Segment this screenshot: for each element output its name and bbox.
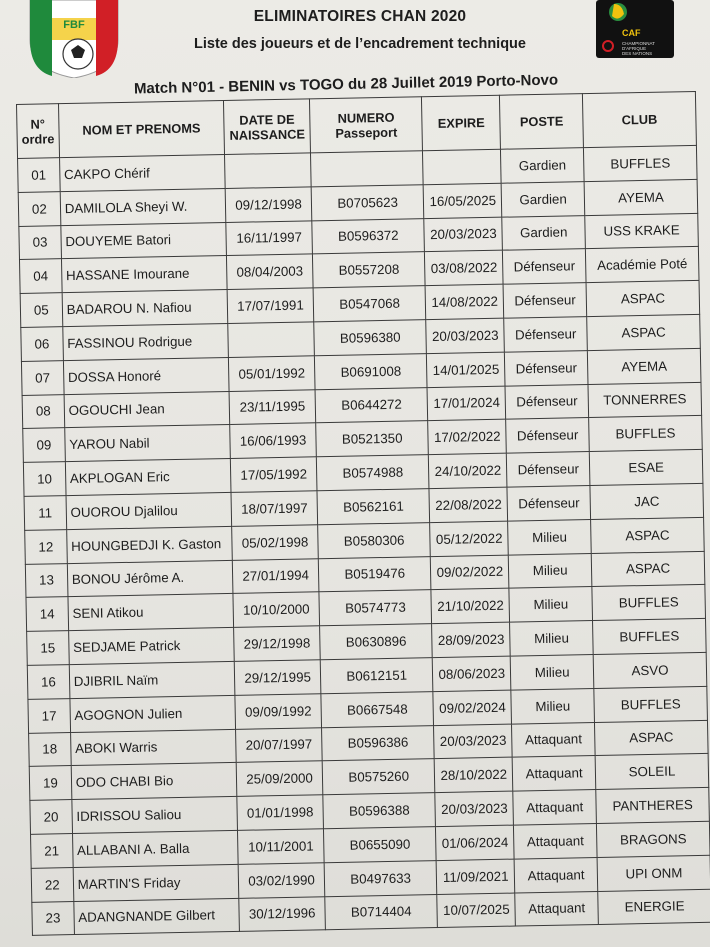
cell-birthdate: 03/02/1990 [238, 862, 324, 897]
col-header-name: NOM ET PRENOMS [58, 101, 224, 158]
cell-expire: 22/08/2022 [429, 487, 507, 522]
cell-position: Milieu [508, 553, 592, 588]
cell-expire: 16/05/2025 [424, 183, 502, 218]
cell-name: IDRISSOU Saliou [72, 797, 238, 834]
cell-order: 08 [22, 394, 64, 429]
cell-expire: 08/06/2023 [433, 656, 511, 691]
svg-text:CHAMPIONNAT: CHAMPIONNAT [622, 41, 655, 46]
cell-expire: 05/12/2022 [430, 521, 508, 556]
cell-name: ALLABANI A. Balla [72, 830, 238, 867]
cell-name: OGOUCHI Jean [64, 391, 230, 428]
cell-birthdate: 18/07/1997 [231, 491, 317, 526]
caf-logo [596, 0, 674, 58]
cell-birthdate: 16/06/1993 [230, 423, 316, 458]
cell-expire: 09/02/2022 [431, 555, 509, 590]
match-heading: Match N°01 - BENIN vs TOGO du 28 Juillet 2019 Porto-Novo [133, 71, 559, 98]
cell-passport: B0557208 [312, 252, 425, 288]
cell-club: SOLEIL [595, 754, 709, 790]
cell-order: 04 [19, 259, 61, 294]
cell-order: 14 [26, 597, 68, 632]
cell-passport: B0521350 [316, 421, 429, 457]
cell-passport: B0596388 [323, 793, 436, 829]
col-header-position: POSTE [500, 94, 584, 150]
cell-passport: B0596372 [312, 218, 425, 254]
cell-position: Défenseur [506, 418, 590, 453]
cell-expire: 14/08/2022 [425, 284, 503, 319]
cell-expire: 11/09/2021 [437, 859, 515, 894]
cell-position: Défenseur [504, 317, 588, 352]
cell-passport: B0580306 [318, 522, 431, 558]
svg-text:DES NATIONS: DES NATIONS [622, 51, 653, 56]
cell-position: Gardien [502, 215, 586, 250]
cell-club: JAC [590, 483, 704, 519]
cell-passport: B0596380 [314, 320, 427, 356]
cell-position: Milieu [510, 621, 594, 656]
cell-name: SENI Atikou [68, 594, 234, 631]
cell-position: Défenseur [507, 486, 591, 521]
cell-position: Attaquant [514, 857, 598, 892]
cell-order: 18 [29, 732, 71, 767]
cell-birthdate: 17/05/1992 [231, 457, 317, 492]
cell-passport: B0547068 [313, 286, 426, 322]
cell-order: 11 [24, 496, 66, 531]
cell-name: CAKPO Chérif [59, 155, 225, 192]
cell-birthdate: 25/09/2000 [236, 761, 322, 796]
fbf-benin-logo [22, 0, 126, 78]
cell-position: Défenseur [503, 283, 587, 318]
cell-club: ASPAC [591, 517, 705, 553]
cell-order: 05 [20, 293, 62, 328]
cell-expire [423, 149, 501, 184]
cell-name: SEDJAME Patrick [68, 628, 234, 665]
cell-expire: 17/01/2024 [427, 386, 505, 421]
cell-passport: B0574773 [319, 590, 432, 626]
cell-name: AKPLOGAN Eric [65, 459, 231, 496]
cell-expire: 01/06/2024 [436, 825, 514, 860]
cell-position: Attaquant [513, 790, 597, 825]
cell-position: Gardien [501, 148, 585, 183]
cell-name: HASSANE Imourane [61, 256, 227, 293]
cell-passport: B0575260 [322, 759, 435, 795]
cell-birthdate: 10/10/2000 [233, 592, 319, 627]
cell-expire: 28/09/2023 [432, 622, 510, 657]
cell-birthdate: 05/01/1992 [229, 356, 315, 391]
cell-position: Attaquant [514, 823, 598, 858]
col-header-order: N° ordre [17, 104, 60, 159]
cell-expire: 21/10/2022 [431, 588, 509, 623]
cell-position: Défenseur [505, 350, 589, 385]
col-header-birthdate: DATE DE NAISSANCE [224, 99, 311, 155]
col-header-expire: EXPIRE [422, 95, 501, 150]
cell-club: BRAGONS [597, 821, 710, 857]
cell-birthdate: 29/12/1995 [234, 660, 320, 695]
cell-passport [311, 151, 424, 187]
cell-club: BUFFLES [584, 145, 698, 181]
cell-order: 01 [18, 158, 60, 193]
cell-expire: 03/08/2022 [425, 251, 503, 286]
cell-position: Milieu [508, 519, 592, 554]
cell-birthdate [225, 153, 311, 188]
cell-position: Gardien [501, 181, 585, 216]
cell-club: TONNERRES [588, 382, 702, 418]
cell-position: Attaquant [512, 722, 596, 757]
cell-expire: 20/03/2023 [424, 217, 502, 252]
cell-order: 16 [27, 665, 69, 700]
cell-position: Milieu [511, 688, 595, 723]
cell-order: 09 [23, 428, 65, 463]
cell-club: BUFFLES [592, 585, 706, 621]
cell-name: MARTIN'S Friday [73, 864, 239, 901]
cell-expire: 28/10/2022 [435, 757, 513, 792]
cell-order: 03 [19, 225, 61, 260]
cell-club: Académie Poté [586, 247, 700, 283]
cell-birthdate: 16/11/1997 [226, 220, 312, 255]
cell-order: 21 [31, 833, 73, 868]
cell-club: ASPAC [587, 314, 701, 350]
cell-name: HOUNGBEDJI K. Gaston [66, 526, 232, 563]
cell-order: 19 [29, 766, 71, 801]
svg-text:D'AFRIQUE: D'AFRIQUE [622, 46, 647, 51]
cell-name: ADANGNANDE Gilbert [74, 898, 240, 935]
document-title: ELIMINATOIRES CHAN 2020 [253, 8, 467, 25]
cell-birthdate: 20/07/1997 [236, 727, 322, 762]
cell-birthdate: 01/01/1998 [237, 795, 323, 830]
cell-club: AYEMA [587, 348, 701, 384]
cell-club: ASVO [593, 652, 707, 688]
cell-passport: B0644272 [315, 387, 428, 423]
cell-club: USS KRAKE [585, 213, 699, 249]
cell-expire: 09/02/2024 [433, 690, 511, 725]
col-header-club: CLUB [583, 91, 697, 147]
cell-position: Attaquant [512, 756, 596, 791]
cell-name: DOUYEME Batori [61, 222, 227, 259]
cell-expire: 24/10/2022 [429, 453, 507, 488]
cell-order: 02 [18, 191, 60, 226]
cell-name: BONOU Jérôme A. [67, 560, 233, 597]
cell-birthdate: 27/01/1994 [232, 558, 318, 593]
cell-birthdate: 09/12/1998 [225, 187, 311, 222]
cell-birthdate: 17/07/1991 [227, 288, 313, 323]
document-titles [120, 6, 600, 52]
cell-order: 17 [28, 698, 70, 733]
cell-name: OUOROU Djalilou [66, 492, 232, 529]
player-roster-table [16, 91, 710, 936]
cell-club: ASPAC [586, 281, 700, 317]
col-header-passport: NUMERO Passeport [309, 97, 422, 153]
cell-birthdate [228, 322, 314, 357]
table-body [18, 145, 710, 935]
cell-name: YAROU Nabil [64, 425, 230, 462]
cell-passport: B0612151 [320, 658, 433, 694]
cell-order: 23 [32, 901, 74, 936]
cell-passport: B0596386 [322, 725, 435, 761]
cell-name: BADAROU N. Nafiou [62, 290, 228, 327]
cell-position: Milieu [510, 654, 594, 689]
cell-passport: B0705623 [311, 184, 424, 220]
cell-club: PANTHERES [596, 787, 710, 823]
cell-expire: 17/02/2022 [428, 420, 506, 455]
cell-order: 20 [30, 800, 72, 835]
cell-order: 06 [21, 327, 63, 362]
cell-name: DAMILOLA Sheyi W. [60, 188, 226, 225]
cell-birthdate: 08/04/2003 [227, 254, 313, 289]
cell-position: Défenseur [505, 384, 589, 419]
cell-birthdate: 09/09/1992 [235, 694, 321, 729]
cell-passport: B0691008 [314, 353, 427, 389]
cell-birthdate: 10/11/2001 [238, 829, 324, 864]
cell-expire: 20/03/2023 [434, 724, 512, 759]
cell-expire: 20/03/2023 [435, 791, 513, 826]
cell-club: ASPAC [595, 720, 709, 756]
cell-passport: B0630896 [320, 624, 433, 660]
cell-passport: B0667548 [321, 691, 434, 727]
svg-text:FBF: FBF [63, 19, 85, 31]
cell-birthdate: 05/02/1998 [232, 525, 318, 560]
cell-name: DJIBRIL Naïm [69, 661, 235, 698]
cell-name: ODO CHABI Bio [71, 763, 237, 800]
cell-expire: 10/07/2025 [437, 893, 515, 928]
cell-club: BUFFLES [594, 686, 708, 722]
svg-text:BÉNIN: BÉNIN [58, 3, 90, 14]
cell-name: FASSINOU Rodrigue [63, 323, 229, 360]
cell-birthdate: 23/11/1995 [229, 389, 315, 424]
cell-passport: B0519476 [318, 556, 431, 592]
svg-text:CAF: CAF [622, 28, 641, 38]
cell-club: BUFFLES [589, 416, 703, 452]
cell-passport: B0497633 [324, 860, 437, 896]
cell-passport: B0574988 [316, 455, 429, 491]
cell-name: AGOGNON Julien [70, 695, 236, 732]
cell-club: UPI ONM [597, 855, 710, 891]
cell-birthdate: 29/12/1998 [234, 626, 320, 661]
cell-order: 22 [31, 867, 73, 902]
cell-passport: B0562161 [317, 489, 430, 525]
cell-name: ABOKI Warris [70, 729, 236, 766]
cell-position: Milieu [509, 587, 593, 622]
cell-club: ASPAC [591, 551, 705, 587]
cell-club: ENERGIE [598, 889, 710, 925]
cell-birthdate: 30/12/1996 [239, 896, 325, 931]
document-subtitle: Liste des joueurs et de l’encadrement technique [194, 36, 526, 52]
cell-expire: 14/01/2025 [427, 352, 505, 387]
cell-order: 15 [27, 631, 69, 666]
cell-order: 12 [25, 529, 67, 564]
cell-order: 07 [21, 360, 63, 395]
cell-club: AYEMA [584, 179, 698, 215]
cell-expire: 20/03/2023 [426, 318, 504, 353]
cell-order: 10 [23, 462, 65, 497]
cell-position: Défenseur [503, 249, 587, 284]
cell-passport: B0714404 [325, 894, 438, 930]
cell-position: Attaquant [515, 891, 599, 926]
cell-position: Défenseur [507, 452, 591, 487]
cell-order: 13 [25, 563, 67, 598]
cell-name: DOSSA Honoré [63, 357, 229, 394]
cell-club: BUFFLES [593, 619, 707, 655]
cell-passport: B0655090 [323, 827, 436, 863]
cell-club: ESAE [589, 450, 703, 486]
